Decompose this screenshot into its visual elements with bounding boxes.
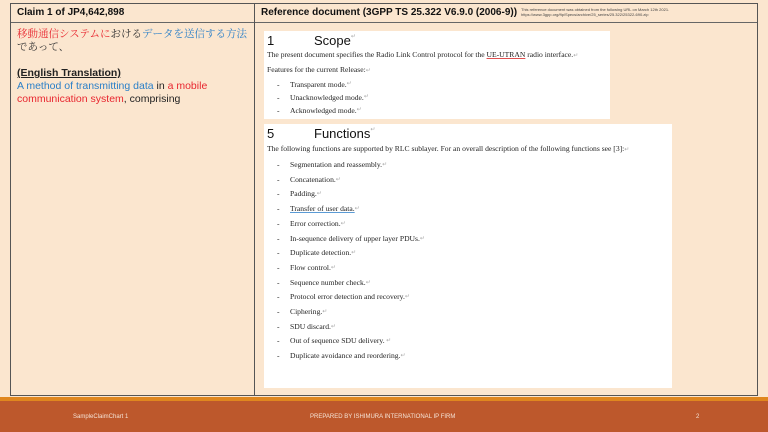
- jp-plain: おける: [110, 28, 142, 40]
- section-heading-scope: [267, 33, 607, 48]
- list-item: - In-sequence delivery of upper layer PDUs. ↵: [267, 232, 669, 247]
- features-text: Features for the current Release:: [267, 65, 366, 74]
- list-item: - Segmentation and reassembly. ↵: [267, 158, 669, 173]
- list-item: - Out of sequence SDU delivery. ↵: [267, 334, 669, 349]
- list-item: - Transparent mode. ↵: [277, 80, 352, 89]
- footer-prepared-by: PREPARED BY ISHIMURA INTERNATIONAL IP FIRM: [310, 414, 456, 420]
- table-header-row: [11, 4, 757, 23]
- list-item: - Padding. ↵: [267, 187, 669, 202]
- claim-english: [17, 80, 249, 106]
- reference-excerpt-scope: [264, 31, 610, 119]
- list-item: - Error correction. ↵: [267, 217, 669, 232]
- list-item-text: Ciphering.: [290, 307, 323, 317]
- list-item-text: SDU discard.: [290, 321, 331, 331]
- jp-plain-end: であって、: [17, 41, 70, 53]
- claim-japanese: [17, 28, 249, 54]
- slide-footer: [0, 401, 768, 432]
- column-divider: [254, 4, 255, 395]
- list-item: - Ciphering. ↵: [267, 305, 669, 320]
- paragraph-mark-icon: ↵: [573, 53, 579, 59]
- list-item-text: Sequence number check.: [290, 277, 366, 287]
- list-item-highlighted: - Transfer of user data. ↵: [267, 202, 669, 217]
- scope-paragraph: [267, 48, 607, 63]
- jp-highlight-red: 移動通信システムに: [17, 28, 111, 40]
- features-line: [267, 63, 607, 78]
- list-item: - Unacknowledged mode. ↵: [277, 93, 369, 102]
- list-item-text: Flow control.: [290, 262, 331, 272]
- section-number: 5: [267, 126, 275, 141]
- reference-column-header: Reference document (3GPP TS 25.322 V6.9.0 (2006-9)): [261, 7, 518, 18]
- scope-text-end: radio interface.: [525, 50, 574, 59]
- scope-text: The present document specifies the Radio Link Control protocol for the: [267, 50, 487, 59]
- claim-column-header: Claim 1 of JP4,642,898: [17, 7, 125, 18]
- source-note-text: This reference document was obtained from the following URL on March 12th 2021.: [521, 7, 670, 12]
- jp-highlight-blue: データを送信する方法: [141, 28, 247, 40]
- en-plain: in: [153, 80, 168, 92]
- section-number: 1: [267, 33, 275, 48]
- section-title: Functions: [314, 126, 371, 141]
- page-number: 2: [696, 414, 700, 420]
- list-item-text: Duplicate detection.: [290, 248, 352, 258]
- list-item: - Flow control. ↵: [267, 261, 669, 276]
- list-item-text: Error correction.: [290, 218, 341, 228]
- claim-text-cell: [17, 28, 249, 106]
- english-translation-title: (English Translation): [17, 67, 121, 79]
- list-item: - Acknowledged mode. ↵: [277, 106, 362, 115]
- list-item-text: Protocol error detection and recovery.: [290, 292, 405, 302]
- list-item: - SDU discard. ↵: [267, 320, 669, 335]
- list-item: - Protocol error detection and recovery. ↵: [267, 290, 669, 305]
- list-item: - Duplicate detection. ↵: [267, 246, 669, 261]
- list-item-text: Duplicate avoidance and reordering.: [290, 351, 401, 361]
- list-item-text: Padding.: [290, 189, 317, 199]
- list-item: - Sequence number check. ↵: [267, 276, 669, 291]
- section-heading-functions: [267, 126, 669, 141]
- en-plain-end: , comprising: [123, 93, 181, 105]
- list-item-text: Segmentation and reassembly.: [290, 160, 383, 169]
- functions-paragraph: The following functions are supported by RLC sublayer. For an overall description of the following functions see [3]:↵: [267, 144, 630, 153]
- reference-excerpt-functions: [264, 124, 672, 388]
- functions-text: The following functions are supported by RLC sublayer. For an overall description of the following functions see [3]:: [267, 144, 625, 153]
- en-highlight-red: a mobile communication system: [17, 80, 208, 105]
- paragraph-mark-icon: ↵: [365, 68, 371, 74]
- list-item-text: Out of sequence SDU delivery.: [290, 336, 385, 346]
- list-item-text: Concatenation.: [290, 174, 336, 184]
- list-item: - Concatenation. ↵: [267, 173, 669, 188]
- list-item-text: Transparent mode.: [290, 80, 347, 89]
- section-title: Scope: [314, 33, 351, 48]
- list-item-text: Unacknowledged mode.: [290, 93, 364, 102]
- reference-source-note: [521, 7, 751, 17]
- paragraph-mark-icon: ↵: [370, 127, 376, 133]
- footer-document-name: SampleClaimChart 1: [73, 414, 129, 420]
- list-item-text: Acknowledged mode.: [290, 106, 357, 115]
- spellcheck-term: UE-UTRAN: [486, 50, 526, 59]
- paragraph-mark-icon: ↵: [350, 34, 356, 40]
- list-item: - Duplicate avoidance and reordering. ↵: [267, 349, 669, 364]
- en-highlight-blue: A method of transmitting data: [17, 80, 154, 92]
- source-url: https://www.3gpp.org/ftp/Specs/archive/25_series/25.322/25322-690.zip: [521, 12, 649, 17]
- list-item-text: In-sequence delivery of upper layer PDUs.: [290, 233, 420, 243]
- list-item-text: Transfer of user data.: [290, 204, 355, 214]
